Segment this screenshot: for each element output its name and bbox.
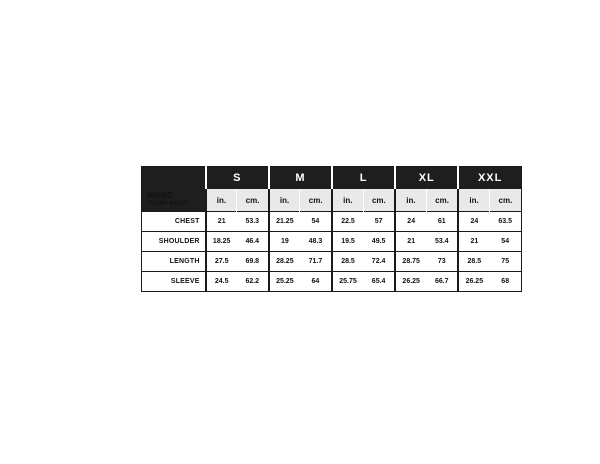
table-cell: 68 (489, 272, 521, 292)
table-cell: 21 (395, 232, 426, 252)
table-cell: 46.4 (237, 232, 269, 252)
row-label-chest: CHEST (142, 212, 206, 232)
table-cell: 28.5 (332, 252, 363, 272)
header-corner (142, 167, 206, 190)
table-cell: 24.5 (206, 272, 237, 292)
table-cell: 26.25 (458, 272, 489, 292)
table-cell: 26.25 (395, 272, 426, 292)
table-cell: 62.2 (237, 272, 269, 292)
table-cell: 49.5 (363, 232, 395, 252)
size-header-row (142, 167, 522, 190)
table-row-shoulder (142, 232, 522, 252)
table-cell: 57 (363, 212, 395, 232)
unit-in-xl: in. (395, 189, 426, 212)
table-cell: 61 (426, 212, 458, 232)
table-cell: 54 (300, 212, 332, 232)
size-header-xxl: XXL (458, 167, 521, 190)
table-cell: 48.3 (300, 232, 332, 252)
size-header-xl: XL (395, 167, 458, 190)
table-cell: 25.75 (332, 272, 363, 292)
table-cell: 24 (458, 212, 489, 232)
table-row-length (142, 252, 522, 272)
unit-cm-m: cm. (300, 189, 332, 212)
table-cell: 75 (489, 252, 521, 272)
table-cell: 28.25 (269, 252, 300, 272)
size-header-s: S (206, 167, 269, 190)
product-subtitle: TERRY POLO (147, 201, 188, 207)
table-cell: 28.5 (458, 252, 489, 272)
size-header-m: M (269, 167, 332, 190)
table-cell: 24 (395, 212, 426, 232)
table-cell: 73 (426, 252, 458, 272)
table-cell: 25.25 (269, 272, 300, 292)
table-cell: 18.25 (206, 232, 237, 252)
table-cell: 27.5 (206, 252, 237, 272)
table-cell: 53.3 (237, 212, 269, 232)
size-header-l: L (332, 167, 395, 190)
table-cell: 64 (300, 272, 332, 292)
table-cell: 22.5 (332, 212, 363, 232)
table-cell: 65.4 (363, 272, 395, 292)
table-row-sleeve (142, 272, 522, 292)
size-chart-table (141, 166, 522, 292)
table-cell: 21 (206, 212, 237, 232)
table-cell: 66.7 (426, 272, 458, 292)
product-label (142, 189, 206, 212)
unit-cm-xxl: cm. (489, 189, 521, 212)
table-cell: 28.75 (395, 252, 426, 272)
table-row-chest (142, 212, 522, 232)
unit-header-row (142, 189, 522, 212)
unit-in-xxl: in. (458, 189, 489, 212)
table-cell: 72.4 (363, 252, 395, 272)
unit-in-m: in. (269, 189, 300, 212)
unit-cm-l: cm. (363, 189, 395, 212)
unit-in-l: in. (332, 189, 363, 212)
row-label-length: LENGTH (142, 252, 206, 272)
unit-cm-xl: cm. (426, 189, 458, 212)
table-cell: 53.4 (426, 232, 458, 252)
row-label-shoulder: SHOULDER (142, 232, 206, 252)
unit-in-s: in. (206, 189, 237, 212)
table-cell: 63.5 (489, 212, 521, 232)
unit-cm-s: cm. (237, 189, 269, 212)
table-cell: 19 (269, 232, 300, 252)
table-cell: 71.7 (300, 252, 332, 272)
table-cell: 21 (458, 232, 489, 252)
table-cell: 21.25 (269, 212, 300, 232)
table-cell: 69.8 (237, 252, 269, 272)
table-cell: 19.5 (332, 232, 363, 252)
product-name: WKND (147, 191, 174, 200)
table-cell: 54 (489, 232, 521, 252)
row-label-sleeve: SLEEVE (142, 272, 206, 292)
